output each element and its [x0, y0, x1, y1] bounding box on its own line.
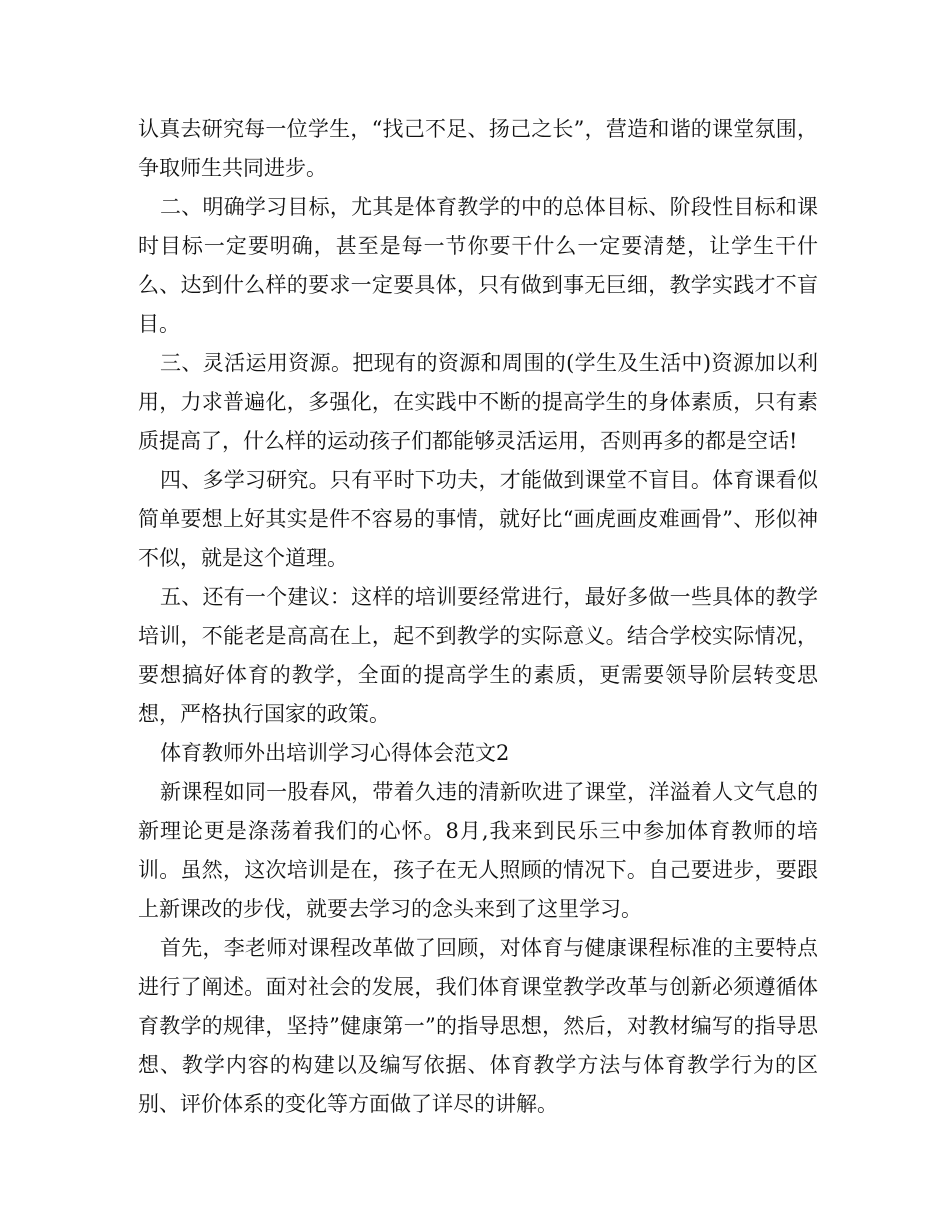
paragraph-point-four: 四、多学习研究。只有平时下功夫，才能做到课堂不盲目。体育课看似简单要想上好其实是件不容易的事情，就好比“画虎画皮难画骨”、形似神不似，就是这个道理。: [138, 468, 818, 570]
paragraph-point-two: 二、明确学习目标，尤其是体育教学的中的总体目标、阶段性目标和课时目标一定要明确，甚至是每一节你要干什么一定要清楚，让学生干什么、达到什么样的要求一定要具体，只有做到事无巨细，教学实践才不盲目。: [138, 195, 818, 336]
document-page: [138, 110, 818, 1124]
section-heading: 体育教师外出培训学习心得体会范文2: [160, 741, 510, 765]
paragraph-intro: 新课程如同一股春风，带着久违的清新吹进了课堂，洋溢着人文气息的新理论更是涤荡着我们的心怀。8月,我来到民乐三中参加体育教师的培训。虽然，这次培训是在，孩子在无人照顾的情况下。自己要进步，要跟上新课改的步伐，就要去学习的念头来到了这里学习。: [138, 780, 818, 921]
paragraph-continuation: 认真去研究每一位学生，“找己不足、扬己之长”，营造和谐的课堂氛围，争取师生共同进步。: [138, 117, 818, 180]
paragraph-point-three: 三、灵活运用资源。把现有的资源和周围的(学生及生活中)资源加以利用，力求普遍化，多强化，在实践中不断的提高学生的身体素质，只有素质提高了，什么样的运动孩子们都能够灵活运用，否则再多的都是空话!: [138, 351, 818, 453]
paragraph-point-five: 五、还有一个建议：这样的培训要经常进行，最好多做一些具体的教学培训，不能老是高高在上，起不到教学的实际意义。结合学校实际情况，要想搞好体育的教学，全面的提高学生的素质，更需要领导阶层转变思想，严格执行国家的政策。: [138, 585, 818, 726]
paragraph-first: 首先，李老师对课程改革做了回顾，对体育与健康课程标准的主要特点进行了阐述。面对社会的发展，我们体育课堂教学改革与创新必须遵循体育教学的规律，坚持”健康第一”的指导思想，然后，对教材编写的指导思想、教学内容的构建以及编写依据、体育教学方法与体育教学行为的区别、评价体系的变化等方面做了详尽的讲解。: [138, 936, 818, 1116]
